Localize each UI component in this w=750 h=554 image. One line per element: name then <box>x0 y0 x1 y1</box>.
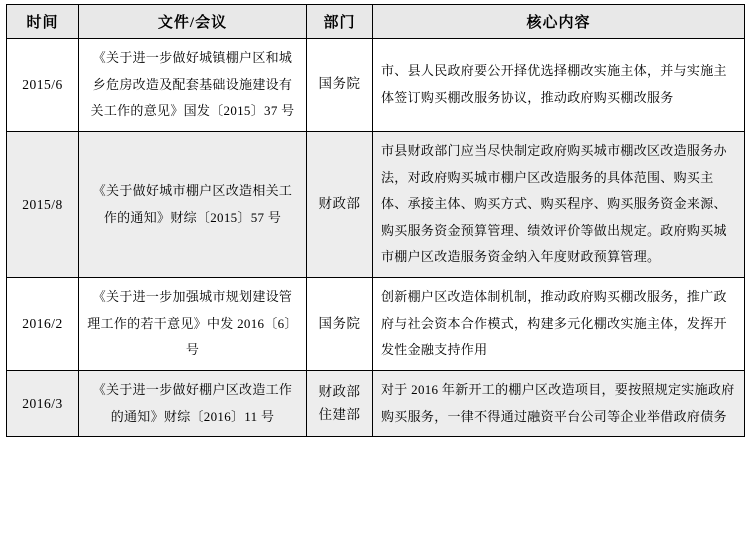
cell-document: 《关于做好城市棚户区改造相关工作的通知》财综〔2015〕57 号 <box>79 131 307 277</box>
table-row <box>7 371 745 437</box>
cell-document: 《关于进一步做好棚户区改造工作的通知》财综〔2016〕11 号 <box>79 371 307 437</box>
table-body <box>7 39 745 437</box>
column-header-document: 文件/会议 <box>79 5 307 39</box>
cell-time: 2015/8 <box>7 131 79 277</box>
cell-department: 财政部 <box>307 131 373 277</box>
policy-table <box>6 4 745 437</box>
table-row <box>7 131 745 277</box>
cell-time: 2016/2 <box>7 278 79 371</box>
cell-time: 2015/6 <box>7 39 79 132</box>
cell-core-content: 对于 2016 年新开工的棚户区改造项目，要按照规定实施政府购买服务，一律不得通过融资平台公司等企业举借政府债务 <box>373 371 745 437</box>
cell-core-content: 创新棚户区改造体制机制，推动政府购买棚改服务，推广政府与社会资本合作模式，构建多元化棚改实施主体，发挥开发性金融支持作用 <box>373 278 745 371</box>
cell-department: 国务院 <box>307 39 373 132</box>
cell-time: 2016/3 <box>7 371 79 437</box>
table-row <box>7 39 745 132</box>
column-header-department: 部门 <box>307 5 373 39</box>
table-header-row <box>7 5 745 39</box>
cell-document: 《关于进一步做好城镇棚户区和城乡危房改造及配套基础设施建设有关工作的意见》国发〔2015〕37 号 <box>79 39 307 132</box>
column-header-time: 时间 <box>7 5 79 39</box>
cell-department: 国务院 <box>307 278 373 371</box>
table-header <box>7 5 745 39</box>
cell-core-content: 市、县人民政府要公开择优选择棚改实施主体，并与实施主体签订购买棚改服务协议，推动政府购买棚改服务 <box>373 39 745 132</box>
cell-core-content: 市县财政部门应当尽快制定政府购买城市棚改区改造服务办法，对政府购买城市棚户区改造服务的具体范围、购买主体、承接主体、购买方式、购买程序、购买服务资金来源、购买服务资金预算管理、绩效评价等做出规定。政府购买城市棚户区改造服务资金纳入年度财政预算管理。 <box>373 131 745 277</box>
column-header-core-content: 核心内容 <box>373 5 745 39</box>
cell-department: 财政部 住建部 <box>307 371 373 437</box>
cell-document: 《关于进一步加强城市规划建设管理工作的若干意见》中发 2016〔6〕号 <box>79 278 307 371</box>
table-row <box>7 278 745 371</box>
